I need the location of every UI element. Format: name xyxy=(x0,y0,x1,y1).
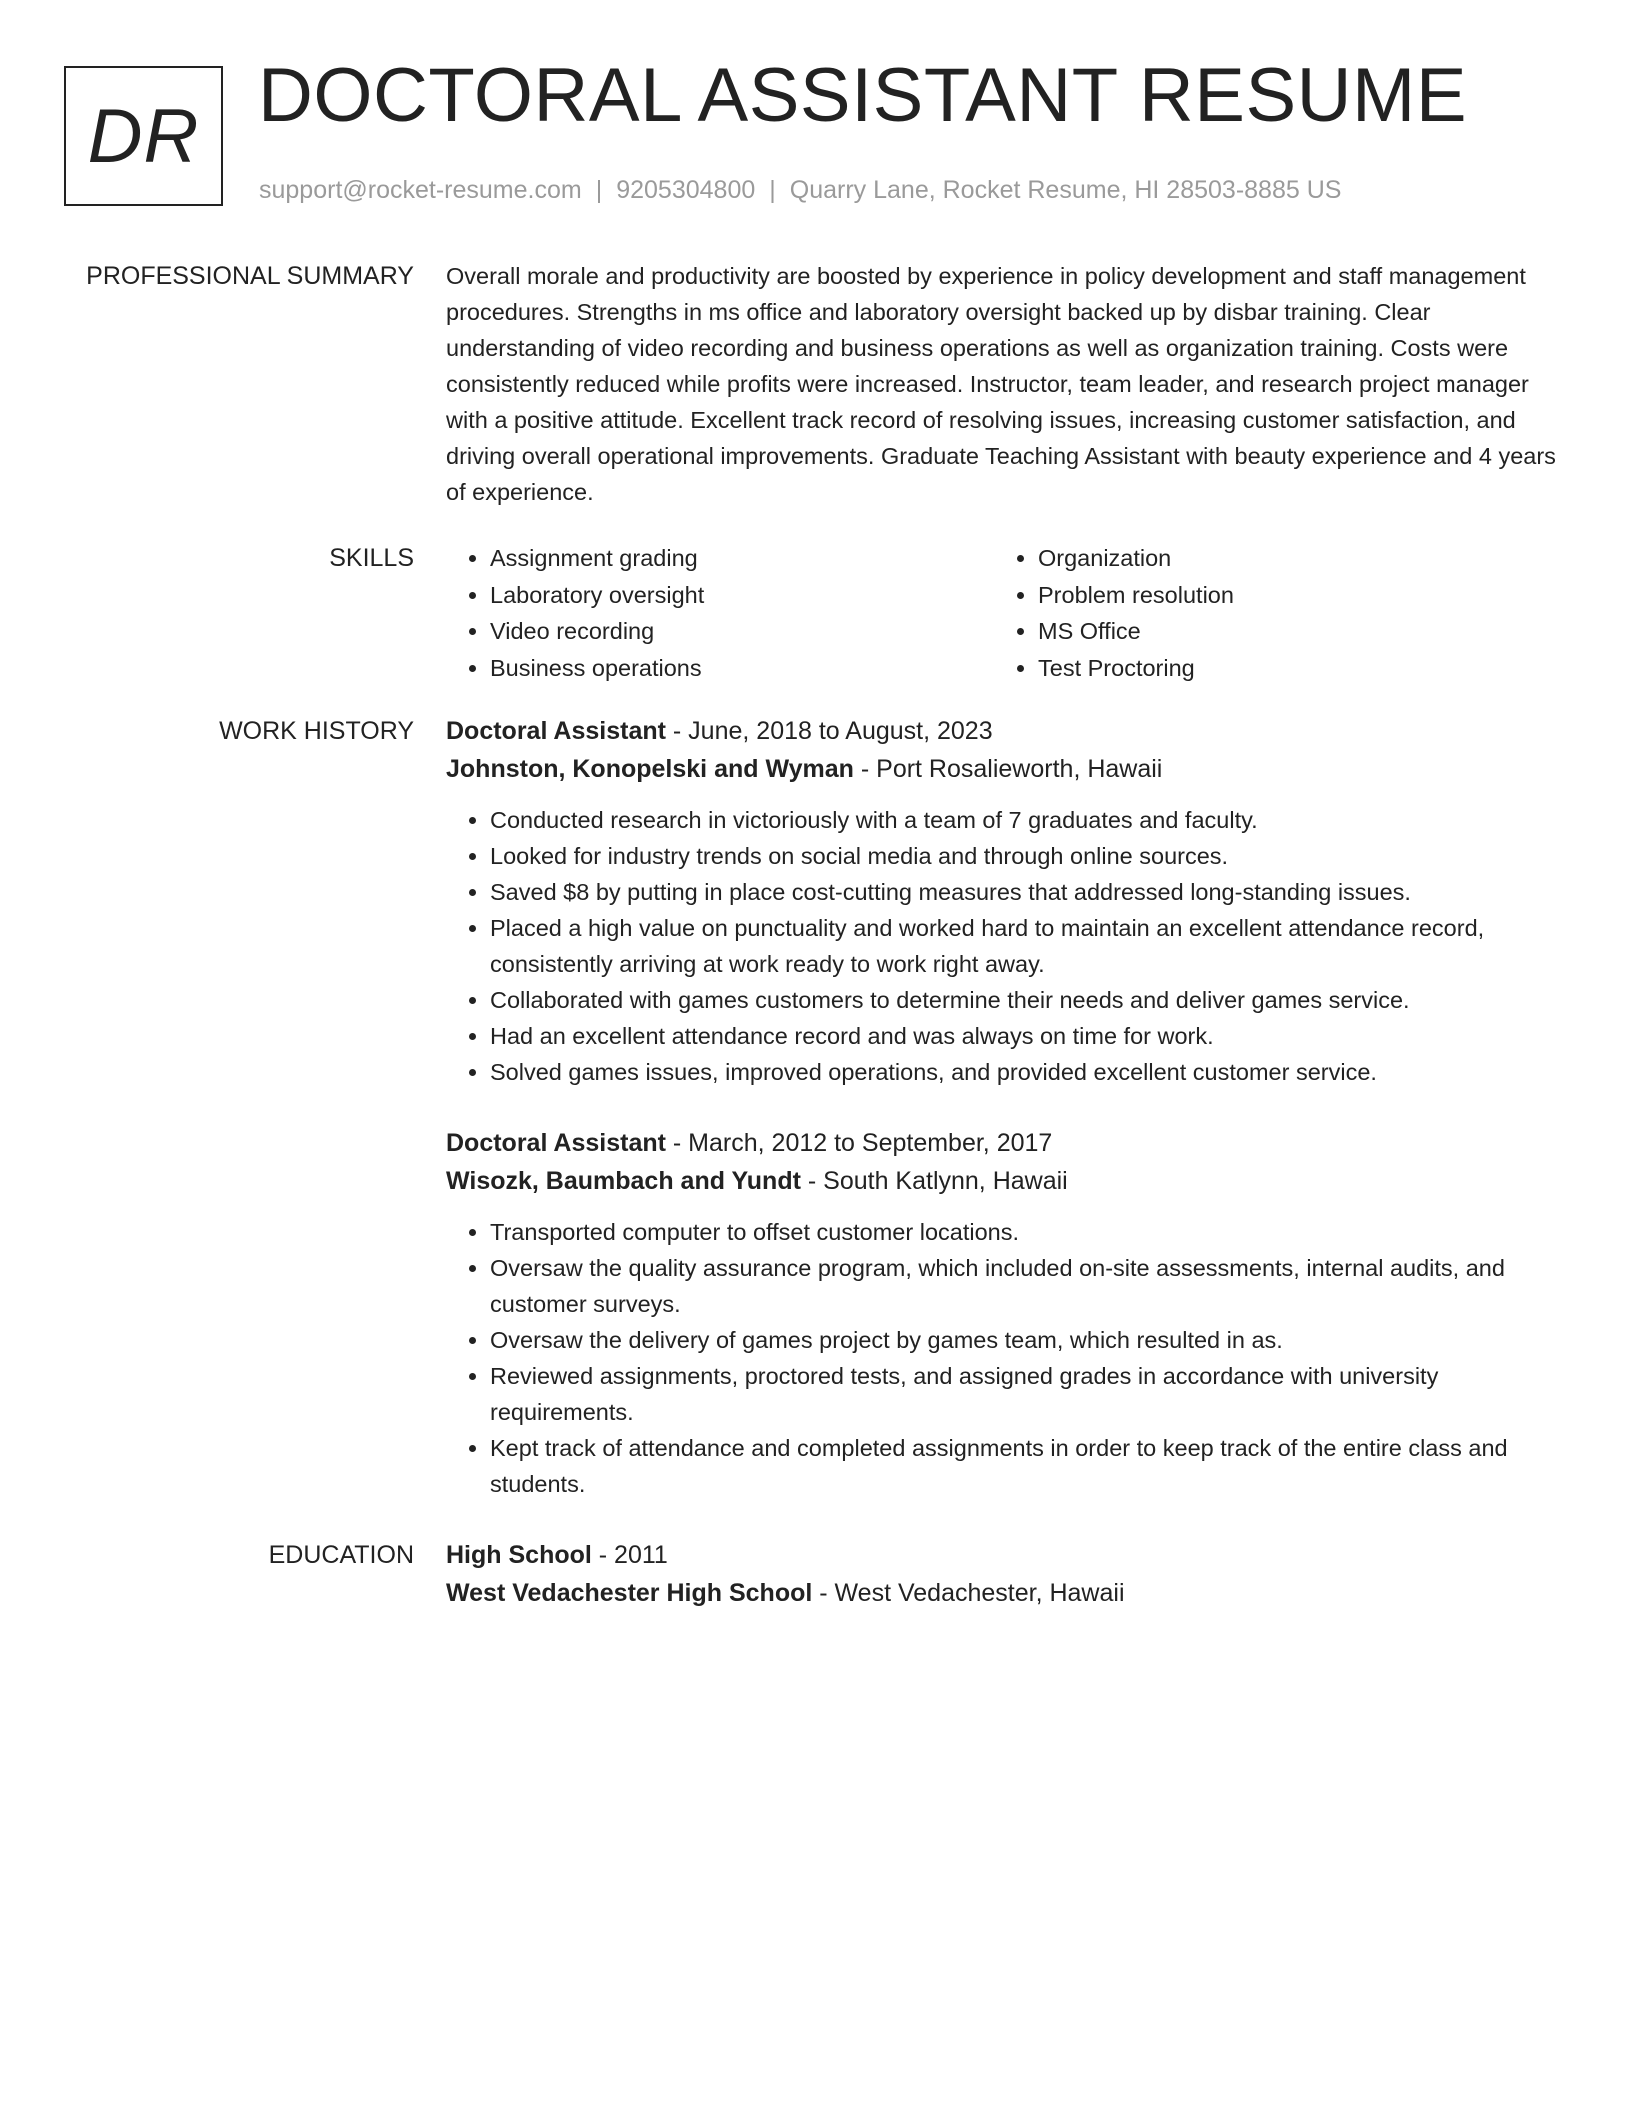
duty-item: • Solved games issues, improved operations, and provided excellent customer service. xyxy=(490,1054,1556,1090)
skill-item: • MS Office xyxy=(1038,613,1542,650)
education-year: - 2011 xyxy=(591,1541,668,1569)
contact-separator: | xyxy=(769,176,776,204)
duty-item: • Oversaw the delivery of games project by games team, which resulted in as. xyxy=(490,1322,1556,1358)
duty-item: • Placed a high value on punctuality and worked hard to maintain an excellent attendance record, consistently arriving at work ready to work right away. xyxy=(490,910,1556,982)
job-duties xyxy=(446,802,1556,1090)
job-title: Doctoral Assistant xyxy=(446,1129,666,1157)
skill-item: • Laboratory oversight xyxy=(490,577,994,614)
duty-item: • Conducted research in victoriously with a team of 7 graduates and faculty. xyxy=(490,802,1556,838)
contact-phone: 9205304800 xyxy=(616,176,756,204)
duty-item: • Had an excellent attendance record and was always on time for work. xyxy=(490,1018,1556,1054)
job-title-line xyxy=(446,712,1556,750)
summary-heading: PROFESSIONAL SUMMARY xyxy=(86,262,414,290)
job-company-line xyxy=(446,750,1556,788)
education-heading: EDUCATION xyxy=(268,1541,414,1569)
monogram-box xyxy=(64,66,223,206)
resume-title: DOCTORAL ASSISTANT RESUME xyxy=(258,53,1468,138)
job-entry xyxy=(446,1124,1556,1502)
job-title: Doctoral Assistant xyxy=(446,717,666,745)
job-location: - Port Rosalieworth, Hawaii xyxy=(853,755,1163,783)
work-history-heading: WORK HISTORY xyxy=(219,717,414,745)
job-entry xyxy=(446,712,1556,1090)
skills-heading: SKILLS xyxy=(329,544,414,572)
monogram-initials: DR xyxy=(87,93,200,179)
education-school: West Vedachester High School xyxy=(446,1579,813,1607)
education-entry xyxy=(446,1536,1556,1612)
summary-text: Overall morale and productivity are boosted by experience in policy development and staff management procedures. Strengths in ms office and laboratory oversight backed up by disbar training. Clear understanding of video recording and business operations as well as organization training. Costs were consistently reduced while profits were increased. Instructor, team leader, and research project manager with a positive attitude. Excellent track record of resolving issues, increasing customer satisfaction, and driving overall operational improvements. Graduate Teaching Assistant with beauty experience and 4 years of experience. xyxy=(446,263,1556,505)
job-duties xyxy=(446,1214,1556,1502)
skill-item: • Test Proctoring xyxy=(1038,650,1542,687)
contact-separator: | xyxy=(595,176,603,204)
skills-list xyxy=(446,540,1556,686)
duty-item: • Collaborated with games customers to determine their needs and deliver games service. xyxy=(490,982,1556,1018)
job-dates: - June, 2018 to August, 2023 xyxy=(665,717,993,745)
skill-item: • Video recording xyxy=(490,613,994,650)
job-company: Wisozk, Baumbach and Yundt xyxy=(446,1167,801,1195)
skills-column-right xyxy=(994,540,1542,686)
duty-item: • Kept track of attendance and completed assignments in order to keep track of the entire class and students. xyxy=(490,1430,1556,1502)
skill-item: • Business operations xyxy=(490,650,994,687)
duty-item: • Oversaw the quality assurance program, which included on-site assessments, internal audits, and customer surveys. xyxy=(490,1250,1556,1322)
skills-column-left xyxy=(446,540,994,686)
duty-item: • Transported computer to offset customer locations. xyxy=(490,1214,1556,1250)
skill-item: • Assignment grading xyxy=(490,540,994,577)
skill-item: • Organization xyxy=(1038,540,1542,577)
job-title-line xyxy=(446,1124,1556,1162)
education-degree-line xyxy=(446,1536,1556,1574)
duty-item: • Saved $8 by putting in place cost-cutting measures that addressed long-standing issues. xyxy=(490,874,1556,910)
job-company: Johnston, Konopelski and Wyman xyxy=(446,755,854,783)
contact-email: support@rocket-resume.com xyxy=(259,176,582,204)
job-dates: - March, 2012 to September, 2017 xyxy=(665,1129,1053,1157)
job-location: - South Katlynn, Hawaii xyxy=(800,1167,1068,1195)
education-location: - West Vedachester, Hawaii xyxy=(812,1579,1125,1607)
education-degree: High School xyxy=(446,1541,592,1569)
duty-item: • Reviewed assignments, proctored tests, and assigned grades in accordance with university requirements. xyxy=(490,1358,1556,1430)
education-school-line xyxy=(446,1574,1556,1612)
skill-item: • Problem resolution xyxy=(1038,577,1542,614)
duty-item: • Looked for industry trends on social media and through online sources. xyxy=(490,838,1556,874)
contact-line xyxy=(259,176,1341,205)
job-company-line xyxy=(446,1162,1556,1200)
contact-address: Quarry Lane, Rocket Resume, HI 28503-8885 US xyxy=(789,176,1342,204)
